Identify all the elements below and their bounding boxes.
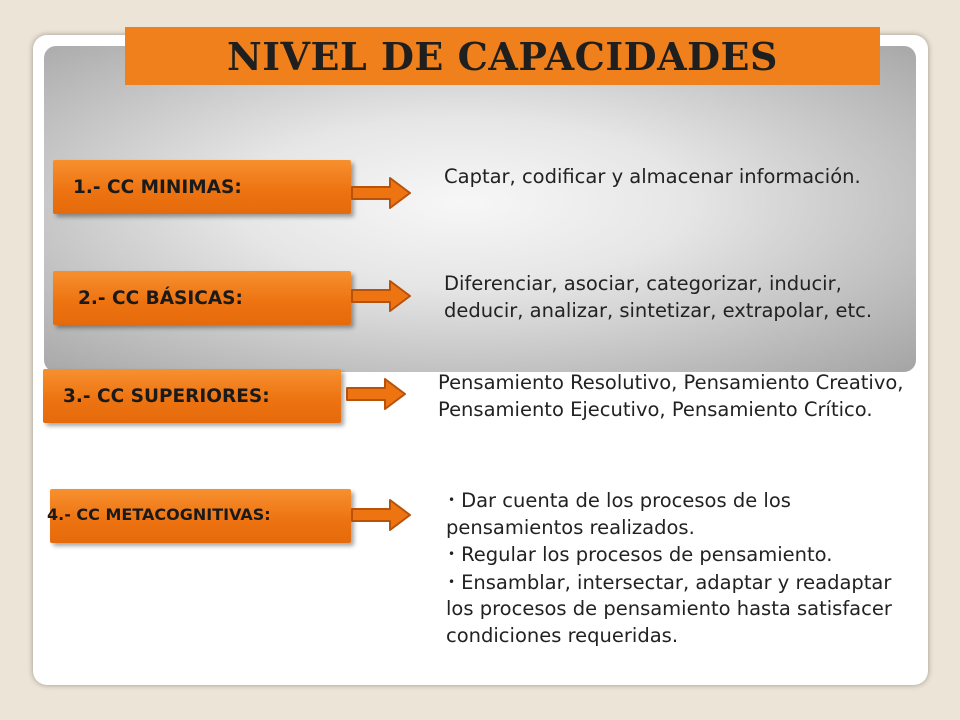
list-item-text: Regular los procesos de pensamiento. xyxy=(461,543,833,566)
level-2-description: Diferenciar, asociar, categorizar, inducir, deducir, analizar, sintetizar, extrapolar, etc. xyxy=(444,272,873,322)
metacognitive-list xyxy=(446,487,896,649)
arrow-right-icon xyxy=(345,376,407,412)
level-4-box xyxy=(47,489,351,543)
bullet-icon: • xyxy=(448,493,456,507)
level-1-label: 1.- CC MINIMAS: xyxy=(73,176,242,198)
list-item-text: Ensamblar, intersectar, adaptar y readaptar los procesos de pensamiento hasta satisfacer condiciones requeridas. xyxy=(446,570,892,647)
arrow-right-icon xyxy=(350,497,412,533)
level-2-box xyxy=(53,271,351,325)
bullet-icon: • xyxy=(448,547,456,561)
arrow-right-icon xyxy=(350,175,412,211)
level-4-label: 4.- CC METACOGNITIVAS: xyxy=(47,505,271,524)
level-2-label: 2.- CC BÁSICAS: xyxy=(78,287,243,309)
level-4-description xyxy=(446,487,896,649)
bullet-icon: • xyxy=(448,574,456,589)
arrow-right-icon xyxy=(350,278,412,314)
list-item xyxy=(446,541,896,569)
level-3-description: Pensamiento Resolutivo, Pensamiento Creativo, Pensamiento Ejecutivo, Pensamiento Crítico. xyxy=(438,371,904,421)
level-3-box xyxy=(43,369,341,423)
level-1-description: Captar, codificar y almacenar información. xyxy=(444,165,861,188)
list-item-text: Dar cuenta de los procesos de los pensamientos realizados. xyxy=(446,489,791,539)
list-item xyxy=(446,569,896,650)
list-item xyxy=(446,487,896,541)
level-3-label: 3.- CC SUPERIORES: xyxy=(63,385,270,407)
title-bar xyxy=(125,27,880,85)
page-title: NIVEL DE CAPACIDADES xyxy=(227,33,778,79)
level-1-box xyxy=(53,160,351,214)
